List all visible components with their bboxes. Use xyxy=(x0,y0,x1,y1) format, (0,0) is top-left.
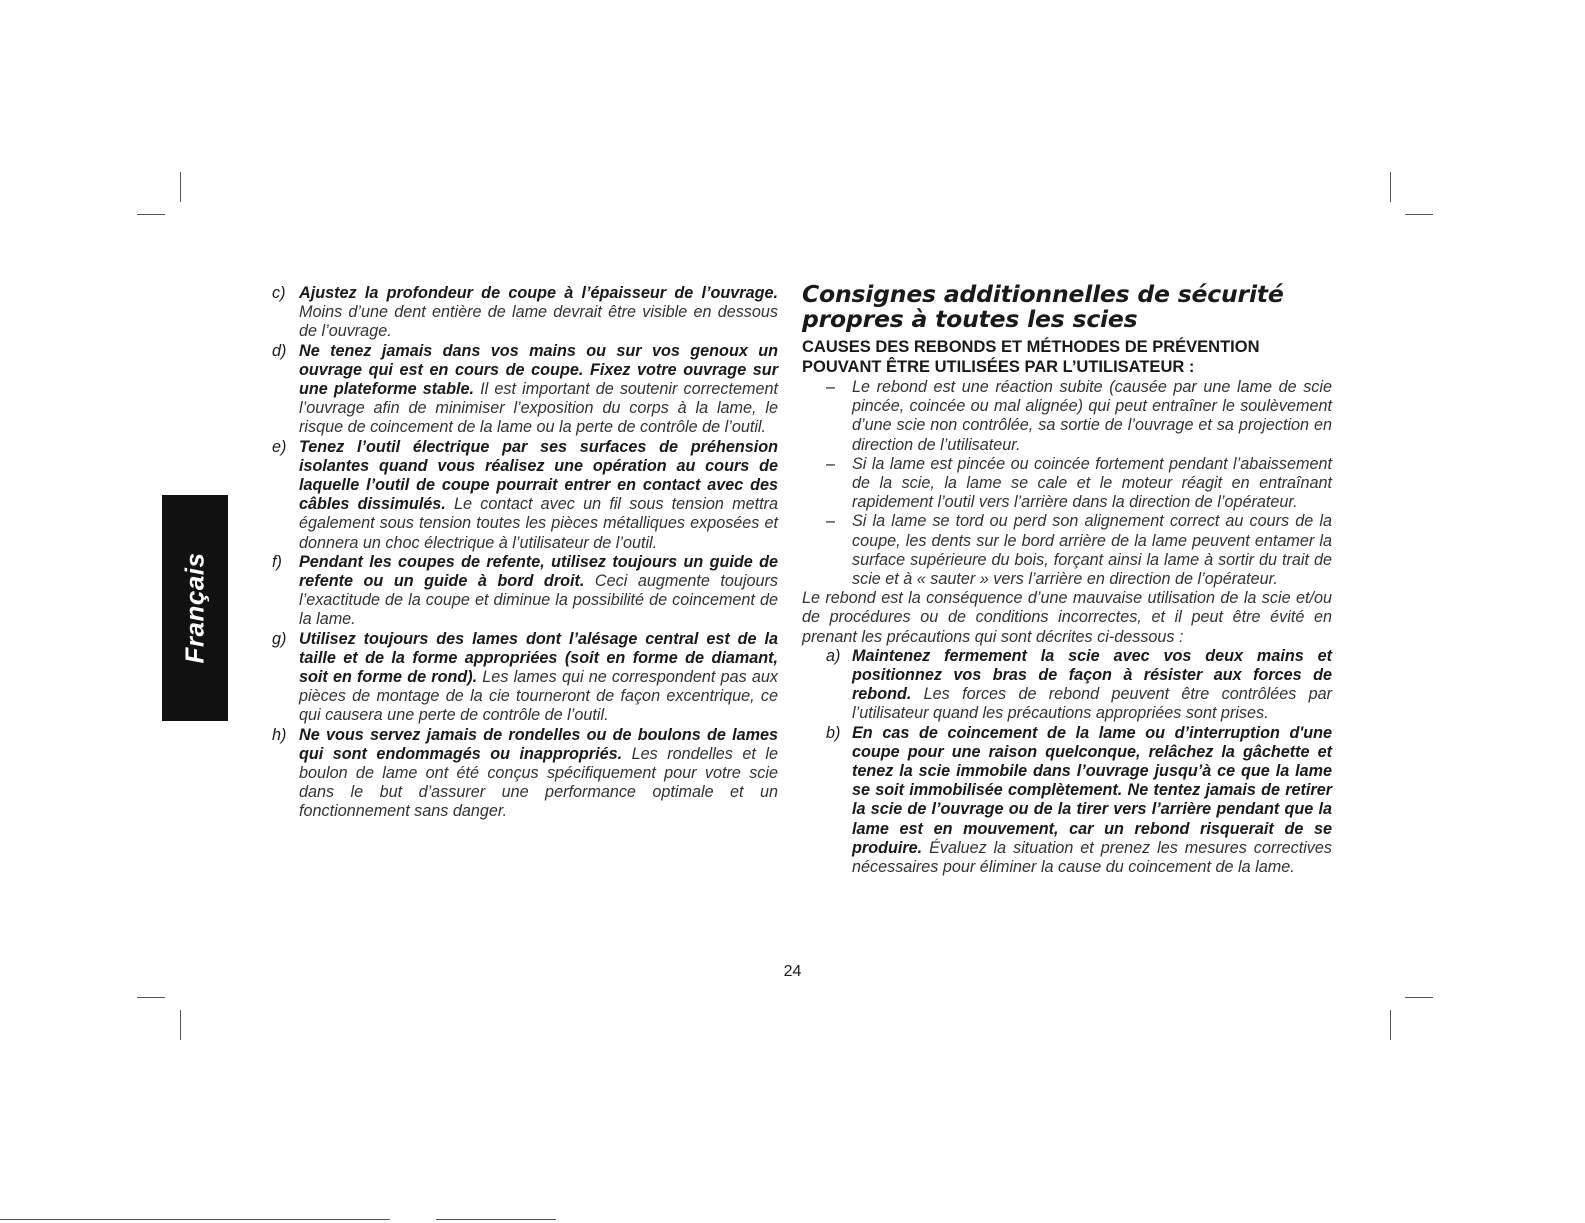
section-heading: Consignes additionnelles de sécurité propres à toutes les scies xyxy=(802,280,1284,333)
list-item: f) Pendant les coupes de refente, utilisez toujours un guide de refente ou un guide à bord droit. Ceci augmente toujours l’exactitude de la coupe et diminue la possibilité de coincement de la lame. xyxy=(272,552,778,629)
list-item: e) Tenez l’outil électrique par ses surfaces de préhension isolantes quand vous réalisez une opération au cours de laquelle l’outil de coupe pourrait entrer en contact avec des câbles dissimulés. Le contact avec un fil sous tension mettra également sous tension toutes les pièces métalliques exposées et donnera un choc électrique à l’utilisateur de l’outil. xyxy=(272,437,778,552)
body-paragraph: Le rebond est la conséquence d’une mauvaise utilisation de la scie et/ou de procédures ou de conditions incorrectes, et il peut être évité en prenant les précautions qui sont décrites ci-dessous : xyxy=(802,589,1332,646)
language-tab xyxy=(162,495,228,721)
list-item: a) Maintenez fermement la scie avec vos deux mains et positionnez vos bras de façon à résister aux forces de rebond. Les forces de rebond peuvent être contrôlées par l’utilisateur quand les précautions appropriées sont prises. xyxy=(826,646,1332,723)
crop-mark xyxy=(180,1010,181,1040)
crop-mark xyxy=(1405,997,1433,998)
list-item: c) Ajustez la profondeur de coupe à l’épaisseur de l’ouvrage. Moins d’une dent entière de lame devrait être visible en dessous de l’ouvrage. xyxy=(272,284,778,341)
bottom-rule xyxy=(436,1219,556,1220)
list-item: d) Ne tenez jamais dans vos mains ou sur vos genoux un ouvrage qui est en cours de coupe. Fixez votre ouvrage sur une plateforme stable. Il est important de soutenir correctement l’ouvrage afin de minimiser l’exposition du corps à la lame, le risque de coincement de la lame ou la perte de contrôle de l’outil. xyxy=(272,341,778,437)
crop-mark xyxy=(1405,214,1433,215)
crop-mark xyxy=(1390,172,1391,202)
list-item: g) Utilisez toujours des lames dont l’alésage central est de la taille et de la forme appropriées (soit en forme de diamant, soit en forme de rond). Les lames qui ne correspondent pas aux pièces de montage de la cie tourneront de façon excentrique, ce qui causera une perte de contrôle de l’outil. xyxy=(272,629,778,725)
list-item: h) Ne vous servez jamais de rondelles ou de boulons de lames qui sont endommagés ou inappropriés. Les rondelles et le boulon de lame ont été conçus spécifiquement pour votre scie dans le but d’assurer une performance optimale et un fonctionnement sans danger. xyxy=(272,725,778,821)
bottom-rule xyxy=(0,1219,390,1220)
dash-item: – Le rebond est une réaction subite (causée par une lame de scie pincée, coincée ou mal alignée) qui peut entraîner le soulèvement d’une scie non contrôlée, sa sortie de l’ouvrage et sa projection en direction de l’utilisateur. xyxy=(826,378,1332,454)
right-column xyxy=(802,282,1332,877)
dash-item: – Si la lame est pincée ou coincée fortement pendant l’abaissement de la scie, la lame se cale et le moteur réagit en entraînant rapidement l’outil vers l’arrière dans la direction de l’opérateur. xyxy=(826,454,1332,512)
crop-mark xyxy=(137,214,165,215)
section-subheading: CAUSES DES REBONDS ET MÉTHODES DE PRÉVENTION POUVANT ÊTRE UTILISÉES PAR L’UTILISATEUR : xyxy=(802,338,1260,376)
crop-mark xyxy=(180,172,181,202)
left-column xyxy=(272,284,778,822)
list-item: b) En cas de coincement de la lame ou d’interruption d'une coupe pour une raison quelconque, relâchez la gâchette et tenez la scie immobile dans l’ouvrage jusqu’à ce que la lame se soit immobilisée complètement. Ne tentez jamais de retirer la scie de l’ouvrage ou de la tirer vers l’arrière pendant que la lame est en mouvement, car un rebond risquerait de se produire. Évaluez la situation et prenez les mesures correctives nécessaires pour éliminer la cause du coincement de la lame. xyxy=(826,723,1332,877)
dash-item: – Si la lame se tord ou perd son alignement correct au cours de la coupe, les dents sur le bord arrière de la lame peuvent entamer la surface supérieure du bois, forçant ainsi la lame à sortir du trait de scie et à « sauter » vers l’arrière en direction de l’opérateur. xyxy=(826,512,1332,589)
crop-mark xyxy=(137,997,165,998)
page-number: 24 xyxy=(783,963,802,980)
language-tab-label: Français xyxy=(179,552,210,664)
crop-mark xyxy=(1390,1010,1391,1040)
